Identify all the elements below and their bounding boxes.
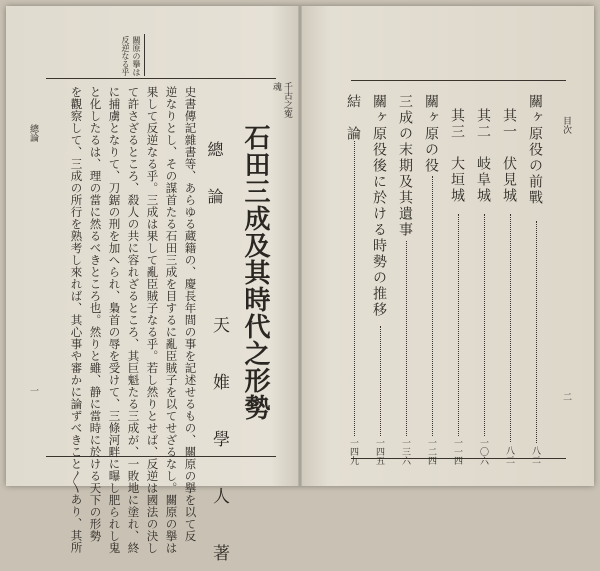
toc-leader <box>484 214 485 436</box>
body-column-6: と化したるは、理の當に然るべきところ也。然りと雖、静に當時に於ける天下の形勢 <box>88 86 103 542</box>
body-column-3: 果して反逆なる乎。三成は果して亂臣賊子なる乎。若し然りとせば、反逆は國法の決し <box>145 86 160 554</box>
toc-leader <box>458 214 459 436</box>
toc-entry-page: 一二四 <box>426 438 436 465</box>
margin-note-rule <box>144 34 145 76</box>
toc-leader <box>510 214 511 442</box>
margin-note: 關原の擧は反逆なる乎 <box>121 36 141 76</box>
body-column-4: て許さざるところ、殺人の共に容れざるところ、其巨魁たる三成が、一敗地に塗れ、終 <box>126 86 141 554</box>
right-page-number: 二 <box>561 392 571 401</box>
toc-leader <box>536 221 537 443</box>
toc-leader <box>432 176 433 436</box>
toc-entry-label: 三成の末期及其遺事 <box>397 94 413 238</box>
toc-entry-page: 一四九 <box>348 438 358 465</box>
toc-entry-label: 其三 大垣城 <box>449 108 465 204</box>
toc-entry-label: 結 論 <box>345 94 361 142</box>
toc-header: 目次 <box>561 116 571 134</box>
book-spread <box>6 6 594 571</box>
body-column-5: に捕虜となりて、刀鋸の刑を加へられ、梟首の辱を受けて、三條河畔に曝し肥られし鬼 <box>107 86 122 554</box>
toc-entry-label: 關ヶ原役後に於ける時勢の推移 <box>371 94 387 318</box>
toc-entry-label: 其一 伏見城 <box>501 108 517 204</box>
author-prefix: 千古之寃魂 <box>271 82 292 118</box>
right-header-rule <box>351 80 566 81</box>
body-column-7: を觀察して、三成の所行を熟考し來れば、其心事や審かに論ずべきこと〳〵あり、其所 <box>69 86 84 554</box>
toc-entry-page: 一一四 <box>452 438 462 465</box>
toc-leader <box>380 326 381 436</box>
toc-entry-page: 一四五 <box>374 438 384 465</box>
running-head: 總論 <box>28 124 38 142</box>
toc-entry-label: 其二 岐阜城 <box>475 108 491 204</box>
toc-leader <box>406 241 407 436</box>
toc-entry-page: 一三六 <box>400 438 410 465</box>
body-column-1: 史書傳記雜書等、あらゆる蔵籍の、慶長年間の事を記述せるもの、關原の擧を以て反 <box>183 86 198 542</box>
toc-entry-label: 關ヶ原の役 <box>423 94 439 174</box>
left-page-number: 一 <box>28 386 38 395</box>
toc-entry-label: 關ヶ原役の前戰 <box>527 94 543 206</box>
left-header-rule <box>46 78 276 79</box>
author-name: 天 婎 學 人 著 <box>209 316 229 571</box>
gutter <box>298 6 302 486</box>
toc-entry-page: 一〇六 <box>478 438 488 465</box>
toc-leader <box>354 141 355 436</box>
toc-entry-page: 八二 <box>504 446 514 464</box>
section-heading: 總 論 <box>205 141 224 210</box>
book-title: 石田三成及其時代之形勢 <box>240 124 270 421</box>
toc-entry-page: 八二 <box>530 446 540 464</box>
body-column-2: 逆なりとし、その謀首たる石田三成を目するに亂臣賊子を以てせざるなし。關原の擧は <box>164 86 179 554</box>
